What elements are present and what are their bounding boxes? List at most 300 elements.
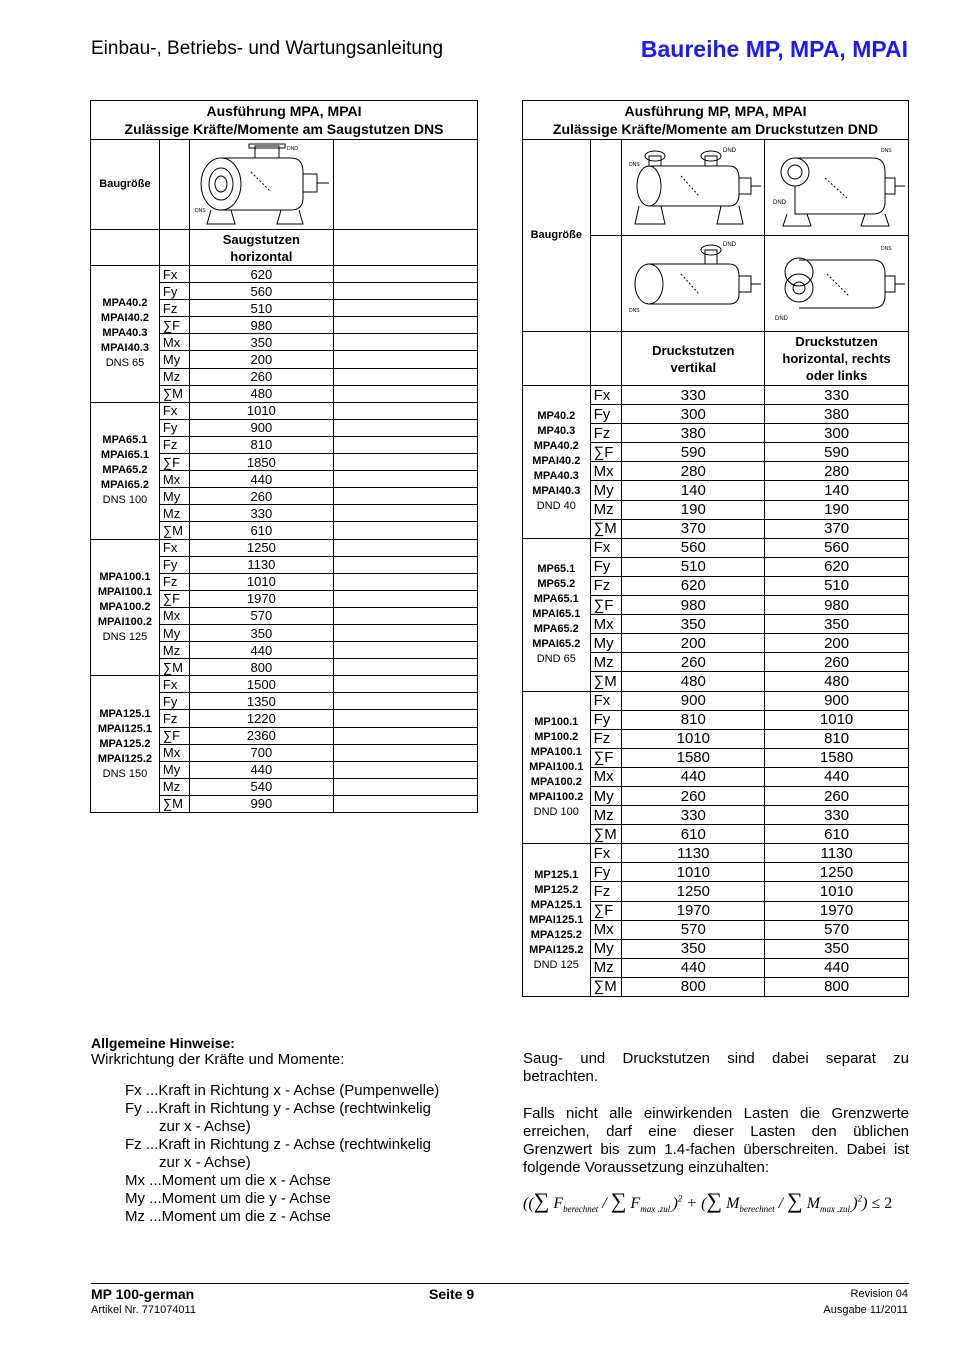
load-key: ∑F xyxy=(159,317,189,334)
load-value-vertical: 200 xyxy=(622,634,765,653)
load-value: 200 xyxy=(189,351,333,368)
load-value-horizontal: 1250 xyxy=(765,863,909,882)
empty-cell xyxy=(333,454,477,471)
table-row xyxy=(91,402,478,419)
load-value-horizontal: 620 xyxy=(765,557,909,576)
pump-illustration xyxy=(769,142,905,230)
load-value: 260 xyxy=(189,488,333,505)
load-value: 900 xyxy=(189,419,333,436)
model-name: MPAI100.1 xyxy=(97,585,153,598)
load-value: 1010 xyxy=(189,573,333,590)
doc-name: MP 100-german xyxy=(91,1286,195,1302)
load-key: Mx xyxy=(159,334,189,351)
empty-cell xyxy=(333,624,477,641)
load-key: Fx xyxy=(159,539,189,556)
load-value: 800 xyxy=(189,659,333,676)
model-name: MPA100.2 xyxy=(99,600,151,613)
load-key: ∑F xyxy=(159,454,189,471)
empty-cell xyxy=(333,693,477,710)
svg-text:DNS: DNS xyxy=(880,148,892,154)
load-value-horizontal: 350 xyxy=(765,939,909,958)
empty-cell xyxy=(333,676,477,693)
load-key: Fz xyxy=(590,424,622,443)
note-item: Mx ...Moment um die x - Achse xyxy=(125,1172,331,1189)
load-value: 1220 xyxy=(189,710,333,727)
load-value: 2360 xyxy=(189,727,333,744)
load-value-horizontal: 900 xyxy=(765,691,909,710)
empty-cell xyxy=(333,266,477,283)
load-value-horizontal: 350 xyxy=(765,615,909,634)
load-value-vertical: 260 xyxy=(622,653,765,672)
load-value-horizontal: 440 xyxy=(765,958,909,977)
load-value-horizontal: 980 xyxy=(765,596,909,615)
model-name: MPAI65.2 xyxy=(532,638,581,651)
load-key: My xyxy=(159,761,189,778)
load-value: 990 xyxy=(189,795,333,812)
load-value-horizontal: 1010 xyxy=(765,882,909,901)
model-name: MPA100.1 xyxy=(99,570,151,583)
load-key: Mz xyxy=(159,505,189,522)
load-key: ∑M xyxy=(159,522,189,539)
empty-cell xyxy=(333,368,477,385)
load-key: ∑F xyxy=(159,590,189,607)
load-value-vertical: 280 xyxy=(622,462,765,481)
nozzle-size: DND 100 xyxy=(533,805,579,818)
model-name: MPA100.1 xyxy=(530,745,582,758)
load-value-vertical: 300 xyxy=(622,405,765,424)
model-name: MP100.2 xyxy=(534,730,579,743)
load-key: Fz xyxy=(590,576,622,595)
empty-cell xyxy=(333,419,477,436)
load-value-horizontal: 1010 xyxy=(765,710,909,729)
load-key: ∑M xyxy=(590,825,622,844)
load-value-vertical: 1130 xyxy=(622,844,765,863)
size-label: Baugröße xyxy=(91,140,160,230)
model-name: MPAI100.2 xyxy=(529,790,584,803)
pump-drawing-horizontal-b xyxy=(765,236,909,332)
pump-illustration xyxy=(625,238,761,326)
model-name: MPA65.1 xyxy=(102,434,148,447)
load-value-horizontal: 300 xyxy=(765,424,909,443)
load-key: My xyxy=(159,351,189,368)
load-value: 260 xyxy=(189,368,333,385)
model-name: MPAI40.3 xyxy=(100,342,149,355)
load-value-vertical: 620 xyxy=(622,576,765,595)
nozzle-size: DND 125 xyxy=(533,958,579,971)
empty-cell xyxy=(333,556,477,573)
load-value-horizontal: 260 xyxy=(765,786,909,805)
load-key: Fy xyxy=(159,419,189,436)
load-value: 1250 xyxy=(189,539,333,556)
load-key: Mz xyxy=(590,500,622,519)
load-value: 510 xyxy=(189,300,333,317)
model-name: MPA65.1 xyxy=(533,593,579,606)
load-key: Mx xyxy=(590,615,622,634)
load-value: 350 xyxy=(189,624,333,641)
load-value-horizontal: 330 xyxy=(765,806,909,825)
load-value-horizontal: 610 xyxy=(765,825,909,844)
article-number: Artikel Nr. 771074011 xyxy=(91,1304,196,1316)
empty-cell xyxy=(333,710,477,727)
load-value-horizontal: 440 xyxy=(765,767,909,786)
load-value-horizontal: 190 xyxy=(765,500,909,519)
model-name: MPA65.2 xyxy=(533,623,579,636)
nozzle-size: DND 40 xyxy=(536,500,576,513)
model-name: MPA40.3 xyxy=(533,470,579,483)
load-value: 700 xyxy=(189,744,333,761)
load-key: Fy xyxy=(590,863,622,882)
svg-text:DNS: DNS xyxy=(629,308,640,314)
load-key: Fx xyxy=(159,402,189,419)
load-key: Fz xyxy=(590,882,622,901)
svg-text:DNS: DNS xyxy=(195,207,206,214)
size-group xyxy=(523,386,591,539)
model-name: MPA40.2 xyxy=(533,440,579,453)
empty-cell xyxy=(333,334,477,351)
load-value-vertical: 1970 xyxy=(622,901,765,920)
empty-cell xyxy=(333,607,477,624)
load-value-vertical: 190 xyxy=(622,500,765,519)
empty-cell xyxy=(333,642,477,659)
load-key: ∑M xyxy=(159,795,189,812)
load-value: 810 xyxy=(189,436,333,453)
load-key: My xyxy=(159,488,189,505)
model-name: MPA40.3 xyxy=(102,327,148,340)
empty-cell xyxy=(333,317,477,334)
load-key: Fz xyxy=(159,436,189,453)
table-row xyxy=(91,266,478,283)
load-value: 610 xyxy=(189,522,333,539)
model-name: MPAI125.2 xyxy=(529,943,584,956)
header-title: Einbau-, Betriebs- und Wartungsanleitung xyxy=(91,38,444,59)
svg-text:DNS: DNS xyxy=(880,246,892,252)
note-item: Fx ...Kraft in Richtung x - Achse (Pumpenwelle) xyxy=(125,1082,440,1099)
load-value: 1970 xyxy=(189,590,333,607)
note-item: Mz ...Moment um die z - Achse xyxy=(125,1208,331,1225)
load-key: Fy xyxy=(590,405,622,424)
model-name: MPAI125.1 xyxy=(97,722,153,735)
note-item: Fy ...Kraft in Richtung y - Achse (rechtwinkelig xyxy=(125,1100,431,1117)
load-value-horizontal: 810 xyxy=(765,729,909,748)
load-key: ∑F xyxy=(590,901,622,920)
suction-nozzle-table xyxy=(90,100,478,813)
load-key: Mz xyxy=(590,806,622,825)
size-group xyxy=(91,266,160,403)
model-name: MPA125.1 xyxy=(530,898,582,911)
load-value: 1130 xyxy=(189,556,333,573)
model-name: MPAI125.2 xyxy=(97,752,153,765)
pump-drawing-horizontal-a xyxy=(765,140,909,236)
model-name: MPAI65.1 xyxy=(532,608,581,621)
load-formula: ((∑ $F_{berechnet}$ / ∑ $F_{max .zul.})^2$ + (∑ $M_{berechnet}$ / ∑ $M_{max .zul.})^2) \le 2$ xyxy=(523,1188,893,1215)
load-value-vertical: 440 xyxy=(622,767,765,786)
pump-illustration xyxy=(769,238,905,326)
notes-title: Allgemeine Hinweise: xyxy=(91,1035,235,1051)
empty-cell xyxy=(333,590,477,607)
load-key: Fx xyxy=(590,386,622,405)
load-key: Mx xyxy=(159,471,189,488)
load-value-vertical: 1010 xyxy=(622,863,765,882)
load-value-horizontal: 330 xyxy=(765,386,909,405)
load-value-vertical: 370 xyxy=(622,519,765,538)
empty-cell xyxy=(333,505,477,522)
load-key: Fx xyxy=(159,676,189,693)
table-row xyxy=(91,676,478,693)
model-name: MP65.2 xyxy=(537,578,576,591)
load-value-horizontal: 510 xyxy=(765,576,909,595)
notes-intro: Wirkrichtung der Kräfte und Momente: xyxy=(91,1051,345,1068)
model-name: MP125.2 xyxy=(534,883,579,896)
nozzle-size: DNS 125 xyxy=(102,630,148,643)
svg-text:DND: DND xyxy=(723,242,737,248)
load-key: Mx xyxy=(159,607,189,624)
empty-cell xyxy=(333,436,477,453)
load-value-horizontal: 1970 xyxy=(765,901,909,920)
model-name: MPA125.2 xyxy=(530,928,582,941)
model-name: MPAI65.2 xyxy=(100,479,149,492)
load-value-vertical: 1580 xyxy=(622,748,765,767)
load-value-horizontal: 560 xyxy=(765,538,909,557)
load-value: 1500 xyxy=(189,676,333,693)
load-key: Fz xyxy=(159,300,189,317)
col-header-horizontal: Druckstutzen horizontal, rechts oder links xyxy=(765,332,909,386)
model-name: MP65.1 xyxy=(537,563,576,576)
nozzle-size: DND 65 xyxy=(536,653,576,666)
svg-text:DNS: DNS xyxy=(629,162,640,168)
load-value-horizontal: 1130 xyxy=(765,844,909,863)
empty-cell xyxy=(333,659,477,676)
load-key: Mz xyxy=(590,958,622,977)
load-value-vertical: 1250 xyxy=(622,882,765,901)
load-key: Fy xyxy=(159,693,189,710)
load-key: Mz xyxy=(159,642,189,659)
load-value-vertical: 480 xyxy=(622,672,765,691)
table-caption: Ausführung MP, MPA, MPAI Zulässige Kräfte/Momente am Druckstutzen DND xyxy=(523,101,909,140)
load-value-vertical: 380 xyxy=(622,424,765,443)
load-key: Fy xyxy=(159,283,189,300)
table-row xyxy=(523,691,909,710)
load-key: Mz xyxy=(159,368,189,385)
size-group xyxy=(91,402,160,539)
load-value-vertical: 260 xyxy=(622,786,765,805)
empty-cell xyxy=(333,402,477,419)
model-name: MPA100.2 xyxy=(530,775,582,788)
load-key: Mx xyxy=(590,767,622,786)
load-value-vertical: 350 xyxy=(622,939,765,958)
nozzle-size: DNS 150 xyxy=(102,767,148,780)
size-group xyxy=(91,676,160,813)
model-name: MPAI100.2 xyxy=(97,615,153,628)
notes-list xyxy=(125,1082,439,1226)
empty-cell xyxy=(333,351,477,368)
page-number: Seite 9 xyxy=(429,1286,475,1302)
load-key: Mx xyxy=(159,744,189,761)
load-key: ∑M xyxy=(159,385,189,402)
table-row xyxy=(523,538,909,557)
load-key: ∑F xyxy=(590,443,622,462)
load-value-vertical: 980 xyxy=(622,596,765,615)
svg-text:DND: DND xyxy=(772,200,786,206)
load-value-vertical: 590 xyxy=(622,443,765,462)
size-group xyxy=(523,538,591,691)
load-key: ∑M xyxy=(590,519,622,538)
pump-illustration xyxy=(191,142,331,226)
model-name: MPAI100.1 xyxy=(529,760,584,773)
load-key: Fy xyxy=(590,557,622,576)
empty-cell xyxy=(333,300,477,317)
load-value: 1010 xyxy=(189,402,333,419)
size-group xyxy=(523,844,591,997)
col-header-vertical: Druckstutzen vertikal xyxy=(622,332,765,386)
load-key: Fy xyxy=(590,710,622,729)
load-key: ∑M xyxy=(590,672,622,691)
load-value-horizontal: 480 xyxy=(765,672,909,691)
load-value: 1350 xyxy=(189,693,333,710)
note-item: zur x - Achse) xyxy=(159,1154,251,1171)
load-value: 480 xyxy=(189,385,333,402)
svg-text:DND: DND xyxy=(723,148,737,154)
load-value: 440 xyxy=(189,761,333,778)
load-value: 440 xyxy=(189,642,333,659)
empty-cell xyxy=(333,283,477,300)
load-key: My xyxy=(159,624,189,641)
load-value: 330 xyxy=(189,505,333,522)
footer-rule xyxy=(91,1283,909,1284)
load-value: 560 xyxy=(189,283,333,300)
nozzle-size: DNS 65 xyxy=(105,357,145,370)
model-name: MPAI125.1 xyxy=(529,913,584,926)
load-value-vertical: 610 xyxy=(622,825,765,844)
load-value: 980 xyxy=(189,317,333,334)
model-name: MP40.2 xyxy=(537,410,576,423)
load-key: Fz xyxy=(159,573,189,590)
load-key: My xyxy=(590,786,622,805)
load-value-vertical: 330 xyxy=(622,806,765,825)
model-name: MPAI40.2 xyxy=(532,455,581,468)
load-value-horizontal: 140 xyxy=(765,481,909,500)
load-key: Mx xyxy=(590,462,622,481)
load-value-vertical: 900 xyxy=(622,691,765,710)
empty-cell xyxy=(333,727,477,744)
load-key: Fy xyxy=(159,556,189,573)
load-value-horizontal: 370 xyxy=(765,519,909,538)
load-value: 350 xyxy=(189,334,333,351)
load-value-vertical: 570 xyxy=(622,920,765,939)
load-value-horizontal: 590 xyxy=(765,443,909,462)
pump-drawing-vertical-a xyxy=(622,140,765,236)
empty-cell xyxy=(333,795,477,812)
empty-cell xyxy=(333,522,477,539)
empty-cell xyxy=(333,744,477,761)
empty-cell xyxy=(333,471,477,488)
load-value-vertical: 140 xyxy=(622,481,765,500)
load-key: Mz xyxy=(590,653,622,672)
note-item: My ...Moment um die y - Achse xyxy=(125,1190,331,1207)
model-name: MPA40.2 xyxy=(102,297,148,310)
size-group xyxy=(523,691,591,844)
nozzle-size: DNS 100 xyxy=(102,494,148,507)
empty-cell xyxy=(333,385,477,402)
load-value-horizontal: 1580 xyxy=(765,748,909,767)
model-name: MPA125.2 xyxy=(99,737,151,750)
load-value-horizontal: 800 xyxy=(765,977,909,996)
load-key: Fx xyxy=(590,691,622,710)
pump-drawing xyxy=(189,140,333,230)
load-value-vertical: 810 xyxy=(622,710,765,729)
load-key: My xyxy=(590,939,622,958)
svg-text:DND: DND xyxy=(774,316,788,322)
load-value-vertical: 800 xyxy=(622,977,765,996)
load-value-horizontal: 260 xyxy=(765,653,909,672)
model-name: MPAI65.1 xyxy=(100,449,149,462)
empty-cell xyxy=(333,573,477,590)
load-value: 440 xyxy=(189,471,333,488)
table-row xyxy=(523,844,909,863)
load-key: ∑F xyxy=(159,727,189,744)
load-key: Fx xyxy=(590,538,622,557)
load-value-horizontal: 380 xyxy=(765,405,909,424)
load-value-vertical: 560 xyxy=(622,538,765,557)
note-item: zur x - Achse) xyxy=(159,1118,251,1135)
model-name: MPAI40.2 xyxy=(100,312,149,325)
load-key: Mz xyxy=(159,778,189,795)
revision: Revision 04 xyxy=(850,1288,908,1300)
load-value-horizontal: 570 xyxy=(765,920,909,939)
load-value-horizontal: 280 xyxy=(765,462,909,481)
load-key: My xyxy=(590,634,622,653)
load-value-vertical: 510 xyxy=(622,557,765,576)
load-value-vertical: 440 xyxy=(622,958,765,977)
load-key: Mx xyxy=(590,920,622,939)
empty-cell xyxy=(333,488,477,505)
load-value: 540 xyxy=(189,778,333,795)
pump-illustration xyxy=(625,142,761,230)
svg-text:DND: DND xyxy=(287,145,299,152)
load-value-vertical: 350 xyxy=(622,615,765,634)
size-group xyxy=(91,539,160,676)
empty-cell xyxy=(333,539,477,556)
discharge-nozzle-table xyxy=(522,100,909,997)
load-key: ∑F xyxy=(590,748,622,767)
load-value-vertical: 1010 xyxy=(622,729,765,748)
load-value-horizontal: 200 xyxy=(765,634,909,653)
note-item: Fz ...Kraft in Richtung z - Achse (rechtwinkelig xyxy=(125,1136,431,1153)
model-name: MPAI40.3 xyxy=(532,485,581,498)
col-header-suction: Saugstutzen horizontal xyxy=(189,230,333,266)
load-key: ∑F xyxy=(590,596,622,615)
issue-date: Ausgabe 11/2011 xyxy=(823,1304,908,1316)
empty-cell xyxy=(333,778,477,795)
load-key: ∑M xyxy=(159,659,189,676)
notes-paragraph-2: Falls nicht alle einwirkenden Lasten die Grenzwerte erreichen, darf eine dieser Lasten den üblichen Grenzwert bis zum 1.4-fachen überschreiten. Dabei ist folgende Voraussetzung einzuhalten: xyxy=(523,1105,909,1176)
model-name: MP125.1 xyxy=(534,868,579,881)
load-key: My xyxy=(590,481,622,500)
empty-cell xyxy=(333,761,477,778)
load-value: 620 xyxy=(189,266,333,283)
table-row xyxy=(523,386,909,405)
series-title: Baureihe MP, MPA, MPAI xyxy=(640,36,908,62)
load-value-vertical: 330 xyxy=(622,386,765,405)
load-value: 570 xyxy=(189,607,333,624)
load-key: Fz xyxy=(590,729,622,748)
table-row xyxy=(91,539,478,556)
model-name: MP100.1 xyxy=(534,715,579,728)
load-value: 1850 xyxy=(189,454,333,471)
model-name: MPA125.1 xyxy=(99,707,151,720)
load-key: ∑M xyxy=(590,977,622,996)
table-caption: Ausführung MPA, MPAI Zulässige Kräfte/Momente am Saugstutzen DNS xyxy=(91,101,478,140)
model-name: MP40.3 xyxy=(537,425,576,438)
